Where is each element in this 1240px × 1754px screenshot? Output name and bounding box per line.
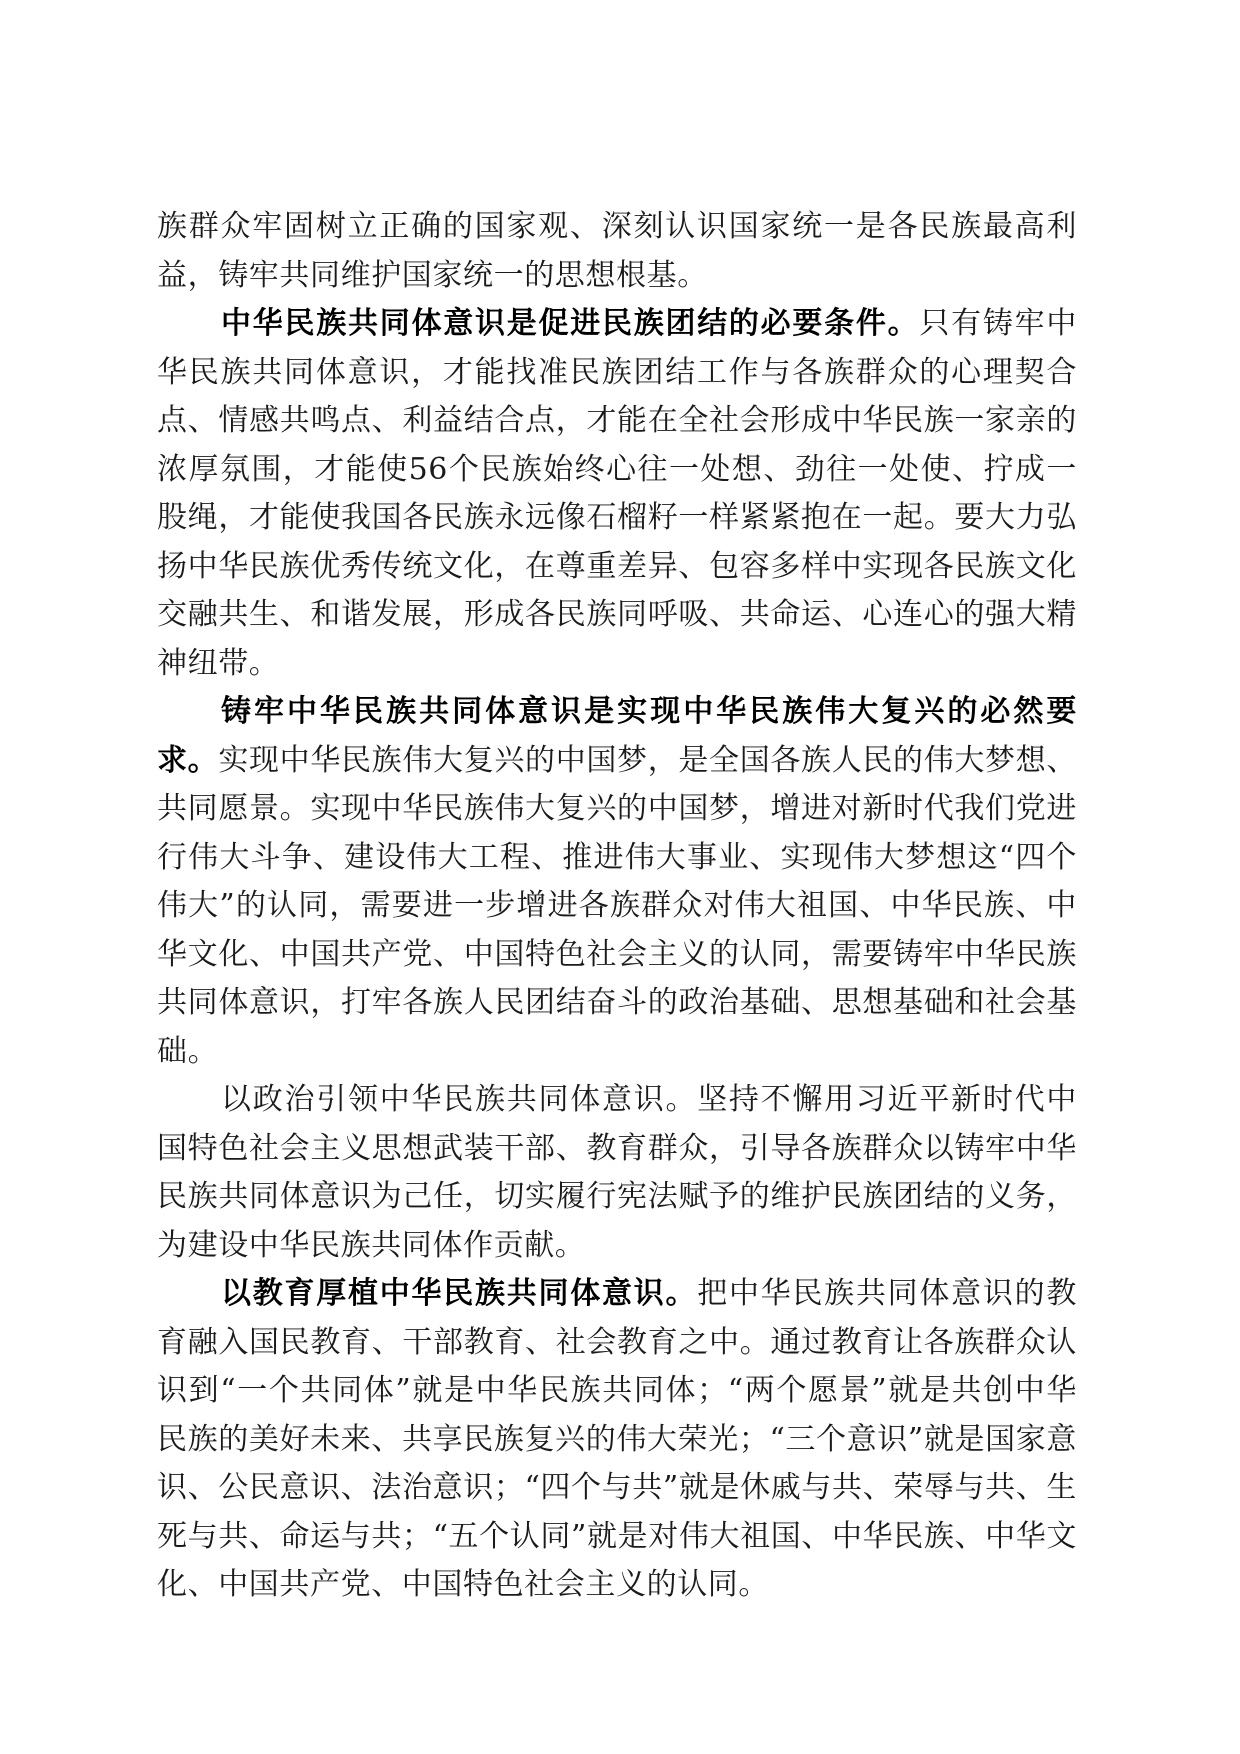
paragraph-5	[157, 1270, 1077, 1610]
paragraph-3-lead: 铸牢中华民族共同体意识是实现中华民族伟大复兴的必然要求。	[157, 694, 1077, 778]
paragraph-2	[157, 300, 1077, 688]
paragraph-4-body: 以政治引领中华民族共同体意识。坚持不懈用习近平新时代中国特色社会主义思想武装干部、教育群众，引导各族群众以铸牢中华民族共同体意识为己任，切实履行宪法赋予的维护民族团结的义务，为建设中华民族共同体作贡献。	[157, 1082, 1077, 1263]
paragraph-1-body: 族群众牢固树立正确的国家观、深刻认识国家统一是各民族最高利益，铸牢共同维护国家统一的思想根基。	[157, 209, 1077, 293]
paragraph-5-lead: 以教育厚植中华民族共同体意识。	[221, 1276, 698, 1311]
paragraph-3-body: 实现中华民族伟大复兴的中国梦，是全国各族人民的伟大梦想、共同愿景。实现中华民族伟大复兴的中国梦，增进对新时代我们党进行伟大斗争、建设伟大工程、推进伟大事业、实现伟大梦想这“四个伟大”的认同，需要进一步增进各族群众对伟大祖国、中华民族、中华文化、中国共产党、中国特色社会主义的认同，需要铸牢中华民族共同体意识，打牢各族人民团结奋斗的政治基础、思想基础和社会基础。	[157, 742, 1077, 1069]
paragraph-2-lead: 中华民族共同体意识是促进民族团结的必要条件。	[221, 306, 920, 341]
document-body	[157, 203, 1077, 1610]
paragraph-5-body: 把中华民族共同体意识的教育融入国民教育、干部教育、社会教育之中。通过教育让各族群众认识到“一个共同体”就是中华民族共同体；“两个愿景”就是共创中华民族的美好未来、共享民族复兴的伟大荣光；“三个意识”就是国家意识、公民意识、法治意识；“四个与共”就是休戚与共、荣辱与共、生死与共、命运与共；“五个认同”就是对伟大祖国、中华民族、中华文化、中国共产党、中国特色社会主义的认同。	[157, 1276, 1078, 1602]
paragraph-4	[157, 1076, 1077, 1270]
paragraph-1	[157, 203, 1077, 300]
paragraph-2-body: 只有铸牢中华民族共同体意识，才能找准民族团结工作与各族群众的心理契合点、情感共鸣点、利益结合点，才能在全社会形成中华民族一家亲的浓厚氛围，才能使56个民族始终心往一处想、劲往一处使、拧成一股绳，才能使我国各民族永远像石榴籽一样紧紧抱在一起。要大力弘扬中华民族优秀传统文化，在尊重差异、包容多样中实现各民族文化交融共生、和谐发展，形成各民族同呼吸、共命运、心连心的强大精神纽带。	[157, 306, 1078, 681]
paragraph-3	[157, 688, 1077, 1076]
